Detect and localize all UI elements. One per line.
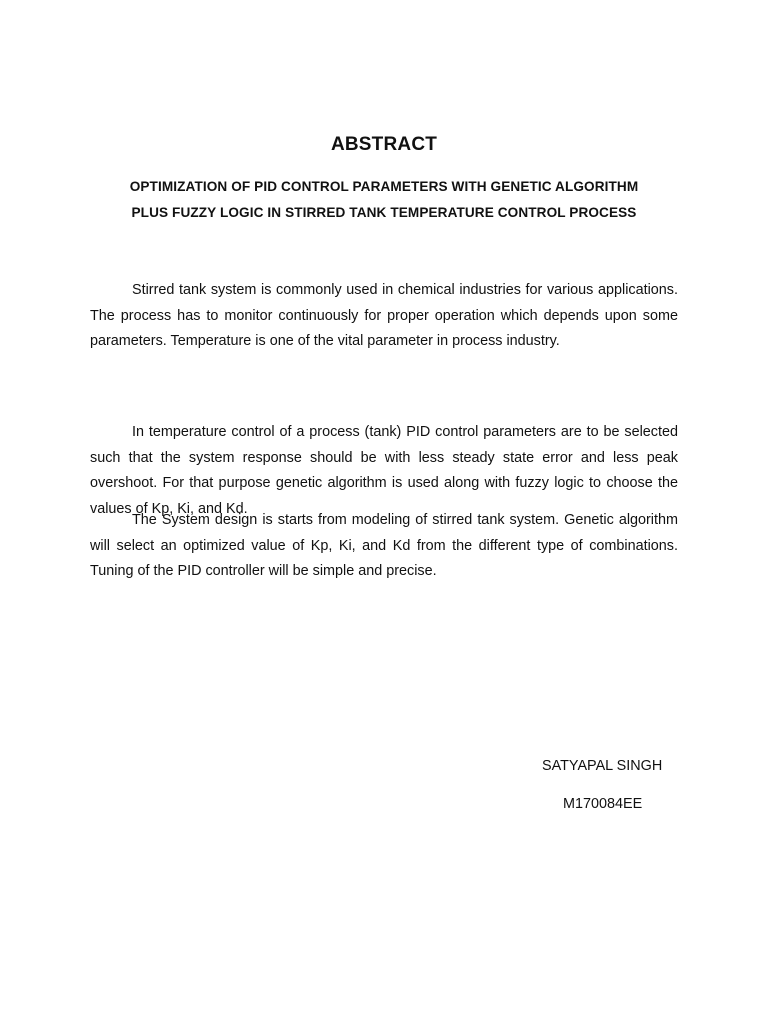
- thesis-title-line-2: PLUS FUZZY LOGIC IN STIRRED TANK TEMPERATURE CONTROL PROCESS: [131, 205, 637, 220]
- abstract-heading: ABSTRACT: [330, 134, 438, 155]
- abstract-paragraph-3: The System design is starts from modeling of stirred tank system. Genetic algorithm will select an optimized value of Kp, Ki, and Kd from the different type of combinations. Tuning of the PID controller will be simple and precise.: [90, 512, 678, 579]
- author-name: SATYAPAL SINGH: [542, 758, 663, 774]
- abstract-paragraph-1: Stirred tank system is commonly used in chemical industries for various applications. The process has to monitor continuously for proper operation which depends upon some parameters. Temperature is one of the vital parameter in process industry.: [90, 282, 678, 349]
- abstract-paragraph-2: In temperature control of a process (tank) PID control parameters are to be selected such that the system response should be with less steady state error and less peak overshoot. For that purpose genetic algorithm is used along with fuzzy logic to choose the values of Kp, Ki, and Kd.: [90, 424, 678, 517]
- thesis-title-line-1: OPTIMIZATION OF PID CONTROL PARAMETERS WITH GENETIC ALGORITHM: [129, 179, 639, 194]
- roll-number: M170084EE: [563, 796, 643, 812]
